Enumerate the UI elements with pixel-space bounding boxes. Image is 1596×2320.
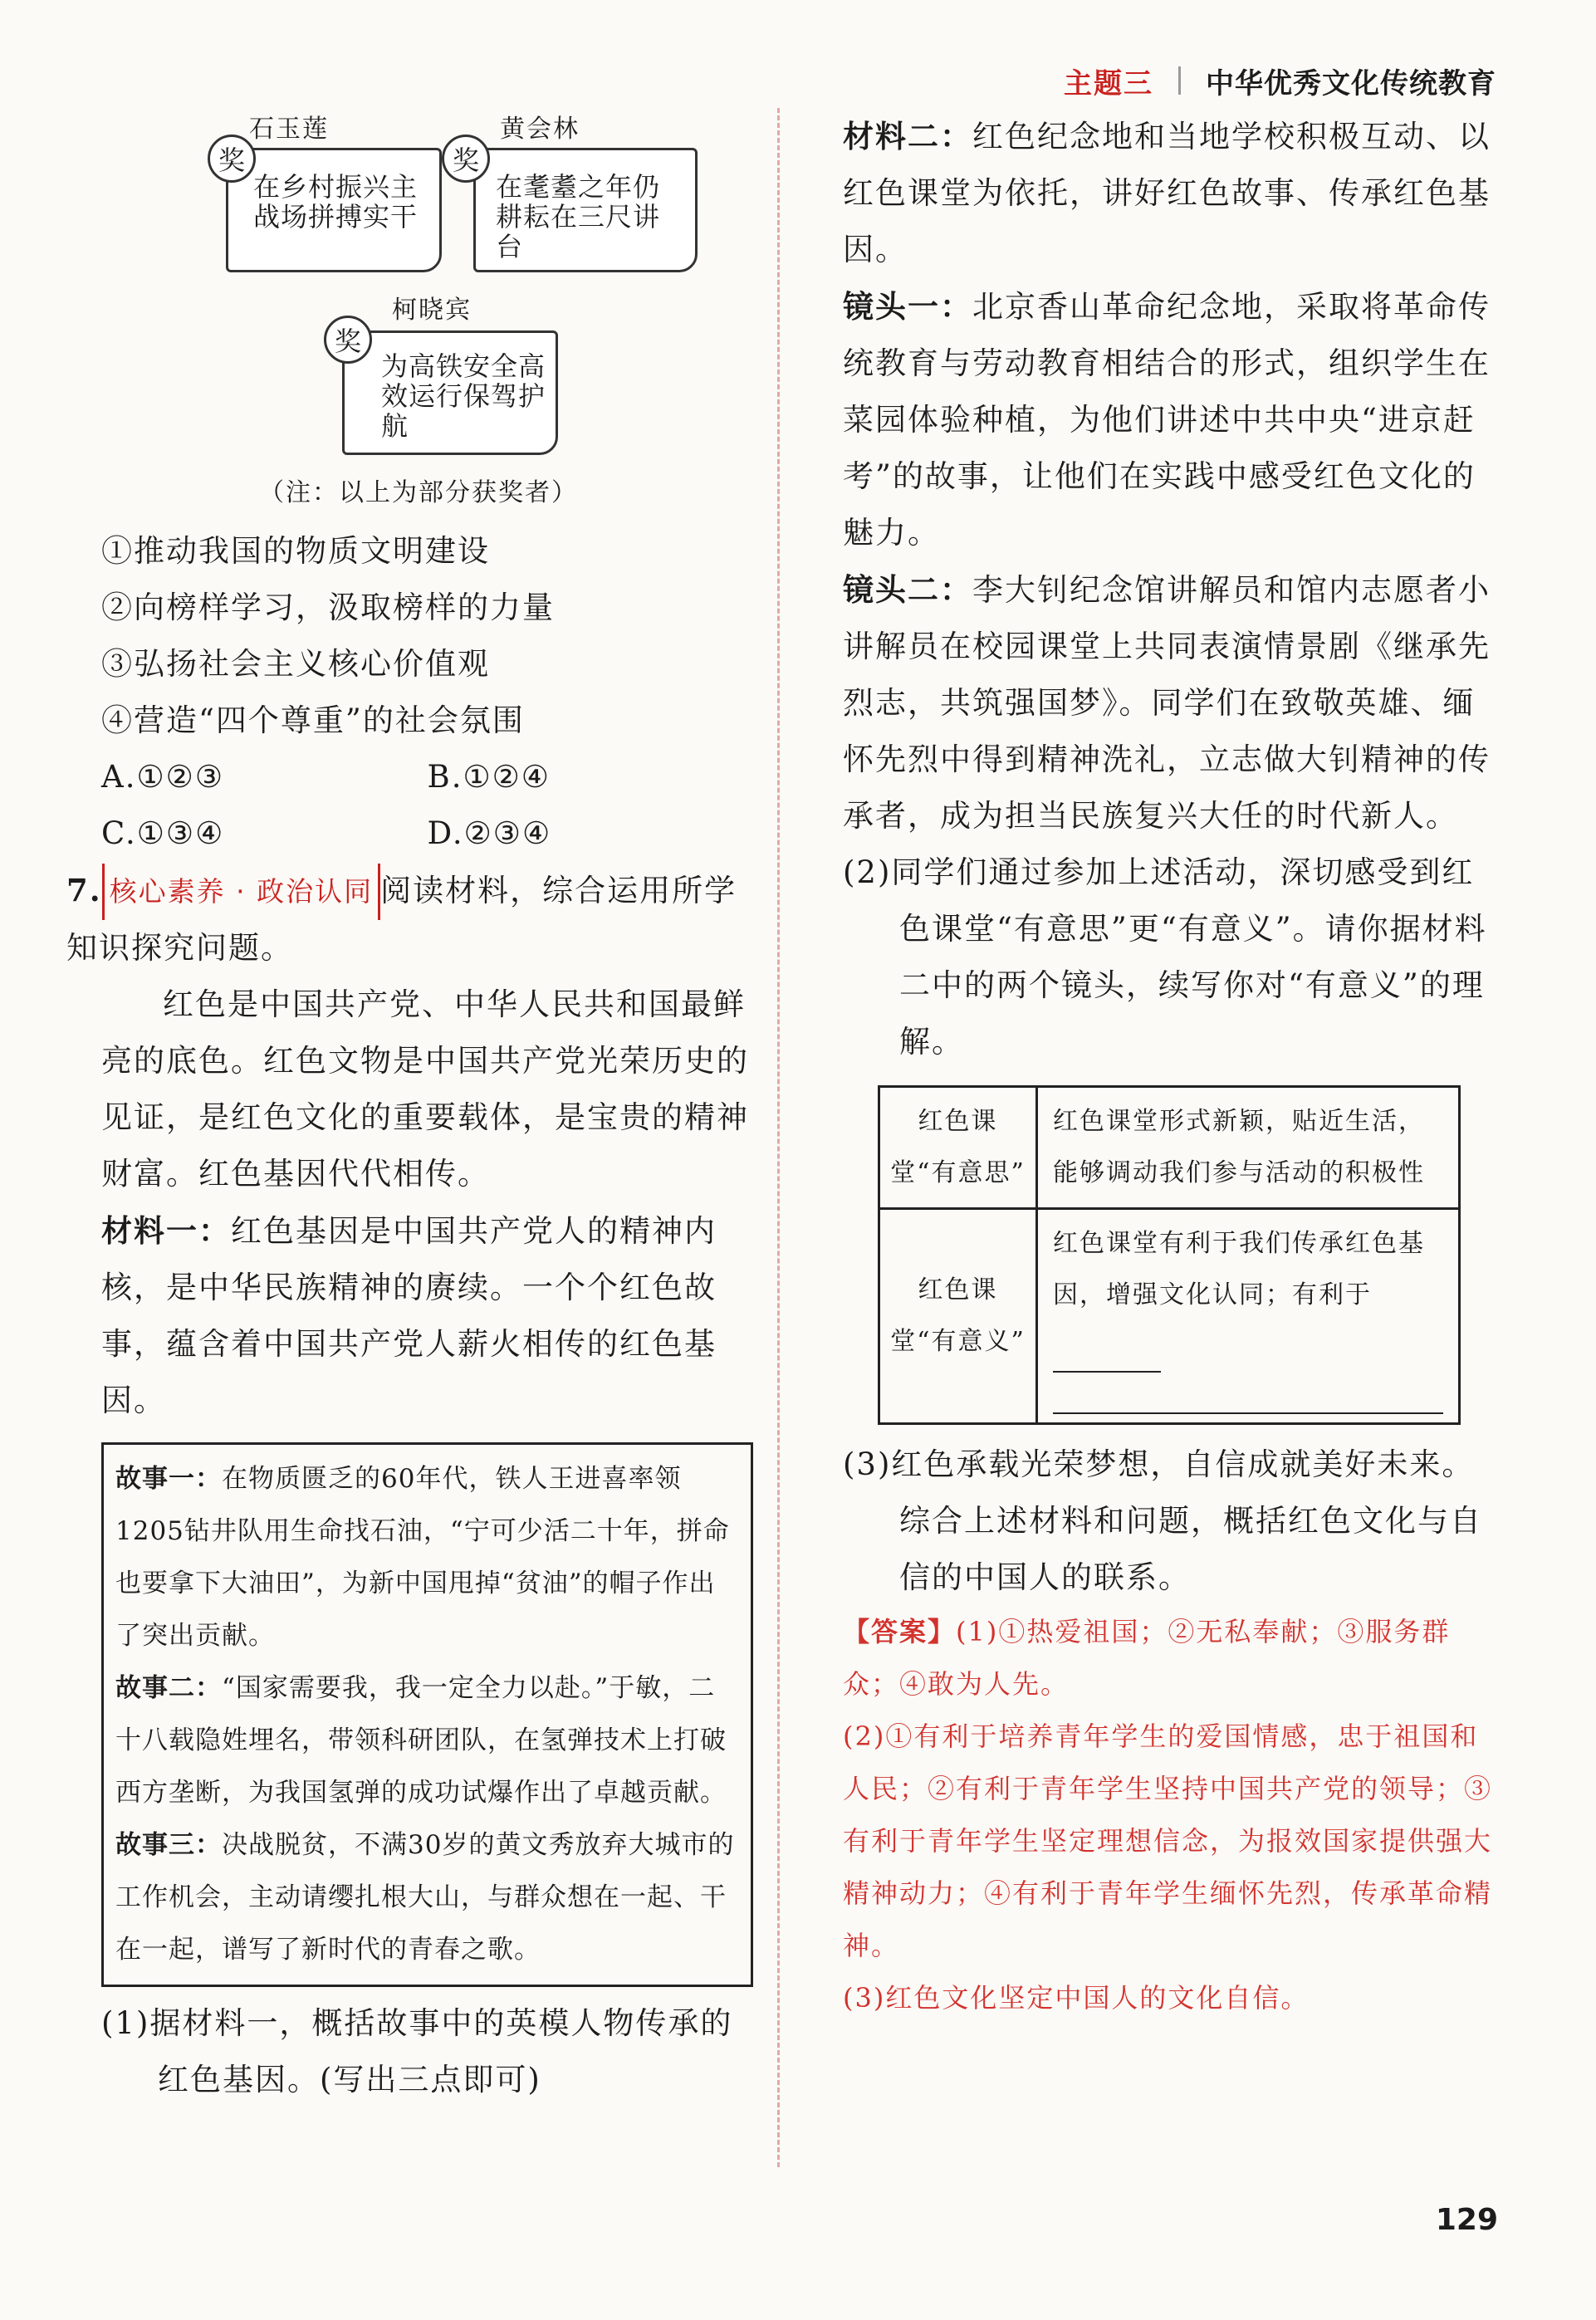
shot-2 [843, 561, 1499, 844]
award-name-3: 柯晓宾 [392, 296, 472, 325]
statement-1: ①推动我国的物质文明建设 [101, 533, 490, 569]
shot-1 [843, 278, 1499, 561]
award-name-2: 黄会林 [500, 115, 580, 144]
shot-1-text: 北京香山革命纪念地，采取将革命传统教育与劳动教育相结合的形式，组织学生在菜园体验种植，为他们讲述中共中央“进京赶考”的故事，让他们在实践中感受红色文化的魅力。 [843, 289, 1491, 551]
story-3-label: 故事三： [115, 1830, 222, 1860]
q7-number: 7. [66, 872, 102, 908]
award-badge-icon: 奖 [208, 135, 256, 183]
award-text-1: 在乡村振兴主战场拼搏实干 [253, 171, 419, 232]
page-number: 129 [1435, 2203, 1498, 2237]
award-scroll-1 [226, 148, 442, 272]
page-header [1064, 60, 1496, 101]
figure-note: （注：以上为部分获奖者） [259, 478, 578, 507]
award-scroll-3 [342, 330, 558, 455]
award-text-2: 在耄耋之年仍耕耘在三尺讲台 [496, 171, 661, 262]
option-d[interactable]: D.②③④ [427, 815, 552, 851]
answer-section [843, 1606, 1499, 2024]
answer-1 [843, 1606, 1499, 1711]
material-2-label: 材料二： [843, 118, 972, 154]
shot-1-label: 镜头一： [843, 288, 972, 325]
statement-2: ②向榜样学习，汲取榜样的力量 [101, 590, 555, 625]
q7-prompt: 阅读材料，综合运用所学知识探究问题。 [66, 873, 737, 966]
story-3 [115, 1819, 739, 1976]
table-row [879, 1209, 1460, 1424]
table-key-1: 红色课堂“有意思” [879, 1087, 1037, 1209]
q7-intro: 红色是中国共产党、中华人民共和国最鲜亮的底色。红色文物是中国共产党光荣历史的见证，是红色文化的重要载体，是宝贵的精神财富。红色基因代代相传。 [101, 986, 749, 1192]
story-1 [115, 1453, 739, 1662]
shot-2-label: 镜头二： [843, 571, 972, 608]
table-value-2-cell [1037, 1209, 1460, 1424]
statement-4: ④营造“四个尊重”的社会氛围 [101, 702, 525, 738]
shot-2-text: 李大钊纪念馆讲解员和馆内志愿者小讲解员在校园课堂上共同表演情景剧《继承先烈志，共筑强国梦》。同学们在致敬英雄、缅怀先烈中得到精神洗礼，立志做大钊精神的传承者，成为担当民族复兴大任的时代新人。 [843, 572, 1491, 834]
option-a[interactable]: A.①②③ [101, 759, 224, 795]
sub-question-3: (3)红色承载光荣梦想，自信成就美好未来。综合上述材料和问题，概括红色文化与自信的中国人的联系。 [843, 1446, 1482, 1595]
material-2 [843, 108, 1499, 278]
statement-3: ③弘扬社会主义核心价值观 [101, 646, 490, 682]
table-row [879, 1087, 1460, 1209]
award-badge-icon: 奖 [442, 135, 490, 183]
answer-2: (2)①有利于培养青年学生的爱国情感，忠于祖国和人民；②有利于青年学生坚持中国共产党的领导；③有利于青年学生坚定理想信念，为报效国家提供强大精神动力；④有利于青年学生缅怀先烈，传承革命精神。 [843, 1720, 1493, 1961]
award-name-1: 石玉莲 [249, 115, 329, 144]
header-separator [1178, 66, 1181, 95]
award-scroll-2 [473, 148, 698, 272]
q7-tag: 核心素养 · 政治认同 [102, 864, 380, 920]
q6-statements [101, 523, 753, 862]
material-1-text: 红色基因是中国共产党人的精神内核，是中华民族精神的赓续。一个个红色故事，蕴含着中国共产党人薪火相传的红色基因。 [101, 1213, 717, 1418]
option-c[interactable]: C.①③④ [101, 815, 225, 851]
story-2-label: 故事二： [115, 1673, 222, 1703]
story-2 [115, 1662, 739, 1819]
sub-question-1: (1)据材料一，概括故事中的英模人物传承的红色基因。(写出三点即可) [101, 2005, 733, 2097]
material-2-text: 红色纪念地和当地学校积极互动、以红色课堂为依托，讲好红色故事、传承红色基因。 [843, 119, 1491, 267]
answer-1-text: (1)①热爱祖国；②无私奉献；③服务群众；④敢为人先。 [843, 1616, 1451, 1700]
chapter-title: 中华优秀文化传统教育 [1206, 66, 1496, 100]
q7-stem [66, 862, 753, 976]
award-figure [101, 108, 753, 523]
option-b[interactable]: B.①②④ [427, 759, 551, 795]
q6-options-row-1 [101, 749, 753, 805]
answer-blank-line[interactable] [1053, 1373, 1443, 1414]
meaning-table [878, 1085, 1461, 1425]
material-1-label: 材料一： [101, 1212, 231, 1249]
story-2-text: “国家需要我，我一定全力以赴。”于敏，二十八载隐姓埋名，带领科研团队，在氢弹技术上打破西方垄断，为我国氢弹的成功试爆作出了卓越贡献。 [115, 1673, 727, 1808]
table-value-2: 红色课堂有利于我们传承红色基因，增强文化认同；有利于 [1053, 1229, 1425, 1309]
answer-3: (3)红色文化坚定中国人的文化自信。 [843, 1982, 1310, 2014]
story-1-label: 故事一： [115, 1464, 222, 1494]
theme-label: 主题三 [1064, 66, 1153, 100]
story-box [101, 1442, 753, 1987]
q6-options-row-2 [101, 805, 753, 862]
answer-tag: 【答案】 [843, 1616, 957, 1647]
right-column [843, 108, 1499, 2024]
story-3-text: 决战脱贫，不满30岁的黄文秀放弃大城市的工作机会，主动请缨扎根大山，与群众想在一起、干在一起，谱写了新时代的青春之歌。 [115, 1830, 735, 1965]
material-1 [101, 1202, 753, 1429]
award-text-3: 为高铁安全高效运行保驾护航 [381, 350, 546, 442]
sub-question-2: (2)同学们通过参加上述活动，深切感受到红色课堂“有意思”更“有意义”。请你据材料二中的两个镜头，续写你对“有意义”的理解。 [843, 854, 1487, 1060]
story-1-text: 在物质匮乏的60年代，铁人王进喜率领1205钻井队用生命找石油，“宁可少活二十年，拼命也要拿下大油田”，为新中国甩掉“贫油”的帽子作出了突出贡献。 [115, 1464, 730, 1651]
column-divider [777, 108, 780, 2167]
table-key-2: 红色课堂“有意义” [879, 1209, 1037, 1424]
table-value-1: 红色课堂形式新颖，贴近生活，能够调动我们参与活动的积极性 [1037, 1087, 1460, 1209]
left-column [66, 108, 753, 2108]
answer-blank[interactable] [1053, 1348, 1161, 1373]
award-badge-icon: 奖 [324, 316, 372, 364]
